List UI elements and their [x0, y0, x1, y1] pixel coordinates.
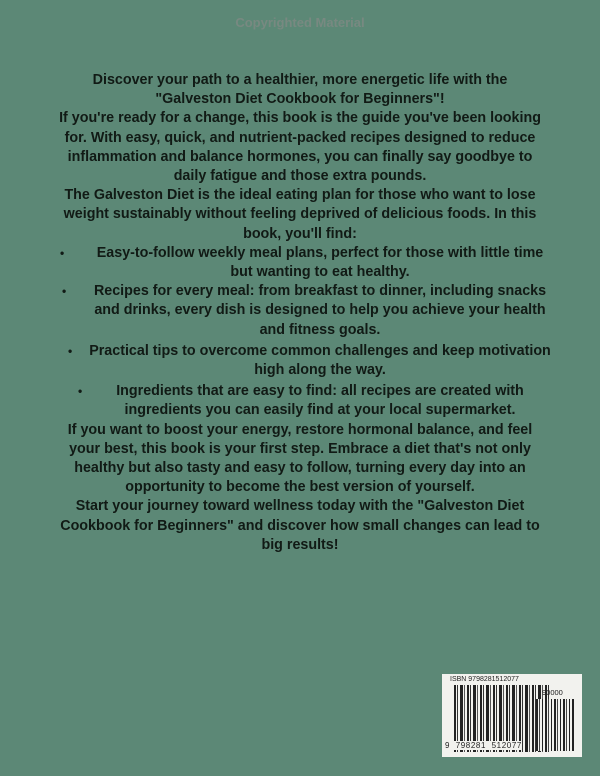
text-line: big results! — [261, 536, 339, 553]
watermark: Copyrighted Material — [235, 15, 365, 30]
bullet-icon: • — [78, 384, 83, 399]
bullet-line — [0, 321, 600, 340]
bullet-text: and drinks, every dish is designed to help you achieve your health — [94, 302, 546, 319]
text-line: Discover your path to a healthier, more energetic life with the — [92, 72, 508, 88]
text-line: Start your journey toward wellness today with the "Galveston Diet — [75, 498, 525, 515]
price-barcode-bars — [536, 699, 574, 751]
bullet-item — [0, 382, 600, 420]
text-line: inflammation and balance hormones, you can finally say goodbye to — [67, 148, 533, 165]
bullet-icon: • — [68, 343, 73, 358]
bullet-line — [0, 401, 600, 420]
bullet-text: but wanting to eat healthy. — [230, 264, 410, 281]
barcode-digits: 9 798281 512077 — [445, 741, 522, 750]
bullet-icon: • — [60, 245, 65, 260]
bullet-text: high along the way. — [254, 362, 386, 379]
back-cover-description — [0, 71, 600, 555]
bullet-line — [0, 301, 600, 320]
bullet-item — [0, 282, 600, 340]
text-line: for. With easy, quick, and nutrient-packed recipes designed to reduce — [64, 129, 536, 146]
text-line: book, you'll find: — [243, 225, 357, 242]
text-line: your best, this book is your first step. Embrace a diet that's not only — [69, 440, 531, 457]
bullet-line — [0, 282, 600, 301]
text-line: If you're ready for a change, this book is the guide you've been looking — [59, 110, 541, 127]
bullet-item — [0, 342, 600, 380]
bullet-line — [0, 263, 600, 282]
text-line: "Galveston Diet Cookbook for Beginners"! — [155, 91, 445, 108]
bullet-item — [0, 244, 600, 282]
bullet-text: Easy-to-follow weekly meal plans, perfect for those with little time — [96, 244, 544, 261]
text-line: If you want to boost your energy, restore hormonal balance, and feel — [67, 421, 533, 438]
text-line: Cookbook for Beginners" and discover how small changes can lead to — [60, 517, 540, 534]
bullet-line — [0, 342, 600, 361]
text-line: weight sustainably without feeling deprived of delicious foods. In this — [63, 206, 537, 223]
text-line: The Galveston Diet is the ideal eating plan for those who want to lose — [64, 187, 536, 204]
bullet-text: Ingredients that are easy to find: all recipes are created with — [116, 383, 524, 400]
text-line: opportunity to become the best version of yourself. — [125, 479, 475, 496]
bullet-line — [0, 361, 600, 380]
bullet-line — [0, 244, 600, 263]
bullet-icon: • — [62, 284, 67, 299]
bullet-text: Recipes for every meal: from breakfast to dinner, including snacks — [93, 283, 547, 300]
text-line: healthy but also tasty and easy to follow, turning every day into an — [74, 460, 526, 477]
isbn-label: ISBN 9798281512077 — [450, 676, 519, 683]
isbn-barcode — [442, 674, 582, 757]
price-code: 90000 — [542, 688, 563, 697]
bullet-text: ingredients you can easily find at your local supermarket. — [124, 402, 516, 419]
text-line: daily fatigue and those extra pounds. — [173, 168, 427, 185]
bullet-text: and fitness goals. — [259, 321, 381, 338]
bullet-line — [0, 382, 600, 401]
bullet-text: Practical tips to overcome common challenges and keep motivation — [89, 342, 551, 359]
